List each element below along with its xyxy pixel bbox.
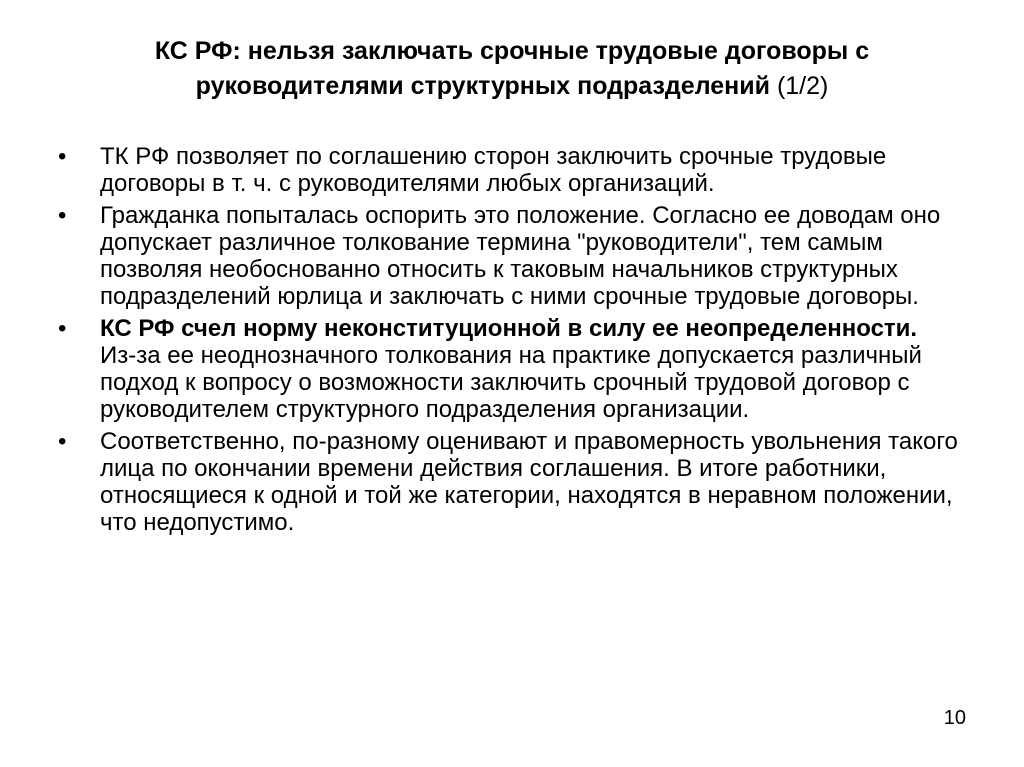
bullet-text: Гражданка попыталась оспорить это положение. Согласно ее доводам оно допускает различное толкование термина "руководители", тем самым позволяя необоснованно относить к таковым начальников структурных подразделений юрлица и заключать с ними срочные трудовые договоры. (100, 202, 941, 310)
slide-title-main: КС РФ: нельзя заключать срочные трудовые договоры с руководителями структурных подразделений (154, 37, 870, 100)
bullet-text: Соответственно, по-разному оценивают и правомерность увольнения такого лица по окончании времени действия соглашения. В итоге работники, относящиеся к одной и той же категории, находятся в неравном положении, что недопустимо. (100, 428, 958, 536)
bullet-item (58, 315, 978, 423)
bullet-list (58, 143, 978, 541)
bullet-item (58, 202, 978, 310)
bullet-text: ТК РФ позволяет по соглашению сторон заключить срочные трудовые договоры в т. ч. с руководителями любых организаций. (100, 143, 887, 197)
bullet-point-icon: • (58, 202, 67, 229)
bullet-text: Из-за ее неоднозначного толкования на практике допускается различный подход к вопросу о возможности заключить срочный трудовой договор с руководителем структурного подразделения организации. (100, 342, 922, 423)
slide-title-part-indicator: (1/2) (776, 72, 829, 100)
bullet-point-icon: • (58, 143, 67, 170)
slide-title (60, 34, 964, 104)
bullet-item (58, 428, 978, 536)
bullet-point-icon: • (58, 315, 67, 342)
bullet-point-icon: • (58, 428, 67, 455)
bullet-bold-text: КС РФ счел норму неконституционной в силу ее неопределенности. (100, 315, 918, 342)
page-number: 10 (943, 707, 966, 729)
bullet-item (58, 143, 978, 197)
